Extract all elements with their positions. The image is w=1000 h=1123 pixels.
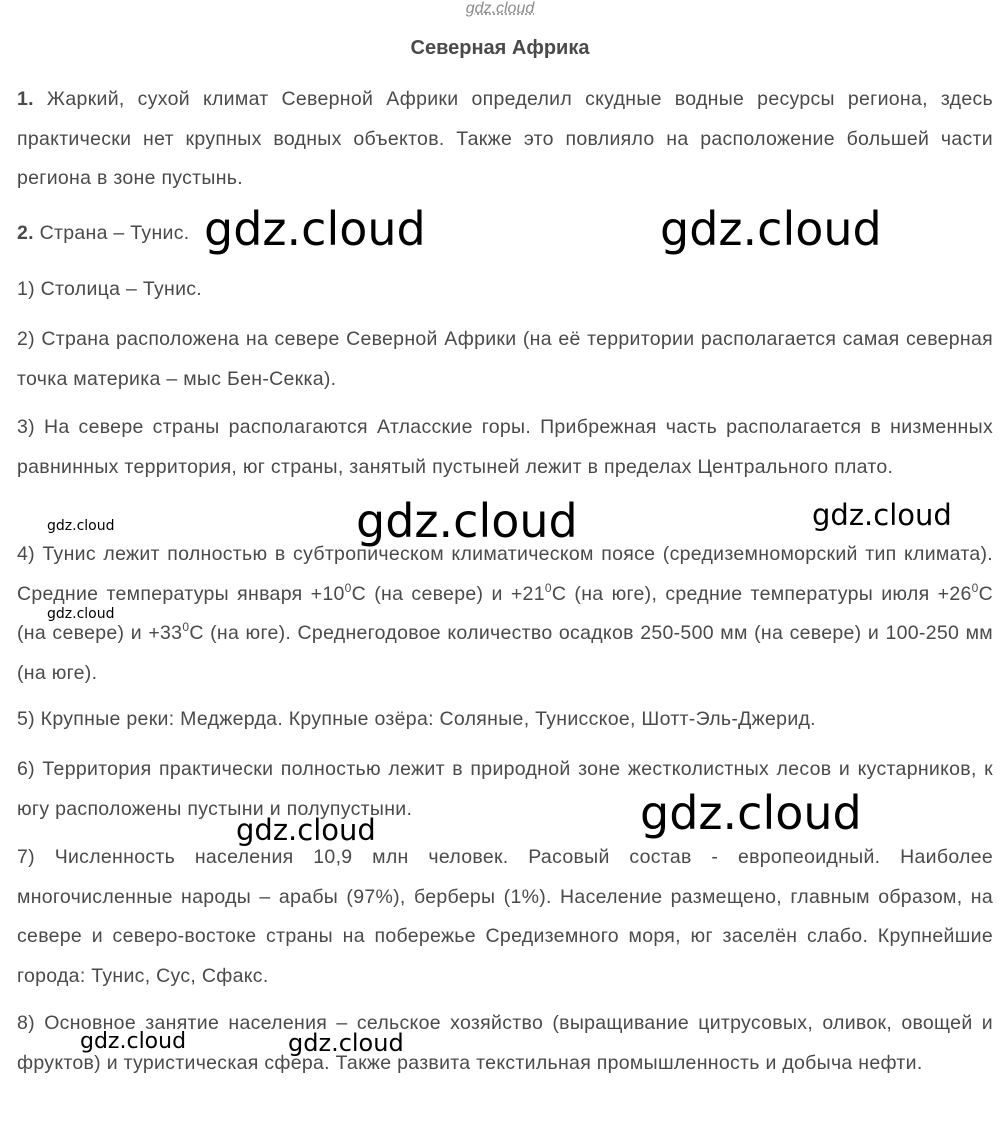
- answer-2-number: 2.: [17, 222, 34, 244]
- site-mark[interactable]: gdz.cloud: [465, 0, 535, 17]
- answer-2-text: Страна – Тунис.: [33, 222, 190, 244]
- item-3: 3) На севере страны располагаются Атласские горы. Прибрежная часть располагается в низменных равнинных территория, юг страны, занятый пустыней лежит в пределах Центрального плато.: [17, 416, 993, 478]
- degree-mark: 0: [544, 580, 552, 595]
- item-2: 2) Страна расположена на севере Северной Африки (на её территории располагается самая северная точка материка – мыс Бен-Секка).: [17, 328, 993, 390]
- watermark: gdz.cloud: [812, 498, 952, 532]
- degree-mark: 0: [344, 580, 352, 595]
- watermark: gdz.cloud: [640, 786, 862, 840]
- watermark: gdz.cloud: [356, 494, 578, 548]
- watermark: gdz.cloud: [204, 202, 426, 256]
- item-5: 5) Крупные реки: Меджерда. Крупные озёра: Соляные, Тунисское, Шотт-Эль-Джерид.: [17, 708, 816, 730]
- degree-mark: 0: [182, 620, 190, 634]
- watermark: gdz.cloud: [47, 518, 115, 534]
- item-6: 6) Территория практически полностью лежит в природной зоне жестколистных лесов и кустарников, к югу расположены пустыни и полупустыни.: [17, 758, 993, 820]
- item-7: 7) Численность населения 10,9 млн человек. Расовый состав - европеоидный. Наиболее многочисленные народы – арабы (97%), берберы (1%). Население размещено, главным образом, на севере и северо-востоке страны на побережье Средиземного моря, юг заселён слабо. Крупнейшие города: Тунис, Сус, Сфакс.: [17, 846, 993, 987]
- answer-1-text: Жаркий, сухой климат Северной Африки определил скудные водные ресурсы региона, здесь практически нет крупных водных объектов. Также это повлияло на расположение большей части региона в зоне пустынь.: [17, 88, 993, 189]
- watermark: gdz.cloud: [80, 1029, 187, 1054]
- watermark: gdz.cloud: [236, 813, 376, 847]
- answer-1-number: 1.: [17, 88, 34, 110]
- watermark: gdz.cloud: [47, 606, 115, 622]
- item-8: 8) Основное занятие населения – сельское хозяйство (выращивание цитрусовых, оливок, овощей и фруктов) и туристическая сфера. Также развита текстильная промышленность и добыча нефти.: [17, 1012, 993, 1074]
- item-4: 4) Тунис лежит полностью в субтропическом климатическом поясе (средиземноморский тип климата). Средние температуры января $+10^0С$ (на севере) $и +21^0С$ (на юге), средние температуры июля $+26^0С$ (на севере) $и +33^0С$ (на юге). Среднегодовое количество осадков 250-500 мм (на севере) и 100-250 мм (на юге).: [17, 543, 993, 684]
- answer-1: [17, 80, 993, 199]
- degree-mark: 0: [971, 580, 979, 595]
- watermark: gdz.cloud: [288, 1029, 404, 1057]
- item-1: 1) Столица – Тунис.: [17, 278, 203, 300]
- watermark: gdz.cloud: [660, 202, 882, 256]
- page-title: Северная Африка: [410, 37, 590, 59]
